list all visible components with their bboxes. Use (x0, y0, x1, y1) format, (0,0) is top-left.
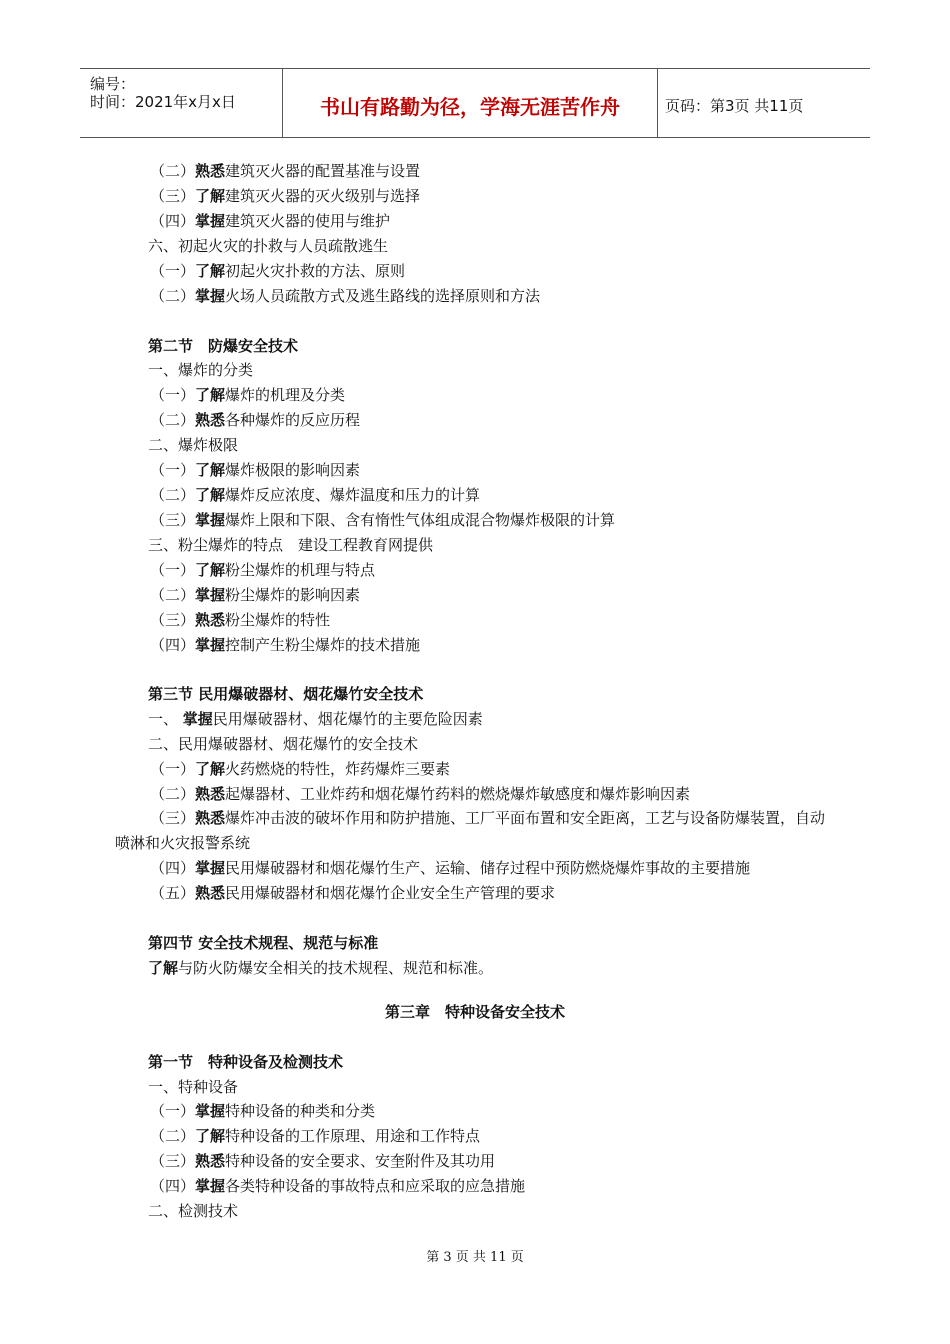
section-item (150, 485, 480, 505)
item-text: 控制产生粉尘爆炸的技术措施 (225, 636, 421, 654)
item-level: 熟悉 (195, 1152, 226, 1170)
item-text: 初起火灾扑救的方法、原则 (225, 262, 406, 280)
item-prefix: （一） (150, 561, 196, 579)
section-subheading: 一、爆炸的分类 (148, 361, 254, 379)
section-heading: 第三节 民用爆破器材、烟花爆竹安全技术 (148, 685, 424, 703)
item-level: 掌握 (195, 1102, 226, 1120)
item-prefix: 一、 (148, 710, 183, 728)
section-heading: 第二节 防爆安全技术 (148, 337, 299, 355)
item-prefix: （一） (150, 386, 196, 404)
item-text: 粉尘爆炸的影响因素 (225, 586, 361, 604)
page-header (80, 68, 870, 138)
chapter-title: 第三章 特种设备安全技术 (384, 1003, 565, 1021)
page-footer: 第 3 页 共 11 页 (426, 1250, 524, 1265)
item-prefix: （二） (150, 1127, 196, 1145)
section-item (150, 635, 420, 655)
section-subheading: 一、特种设备 (148, 1078, 239, 1096)
item-text: 建筑灭火器的使用与维护 (225, 212, 391, 230)
item-level: 掌握 (195, 1177, 226, 1195)
item-prefix: （二） (150, 785, 196, 803)
item-level: 了解 (195, 386, 226, 404)
section-item (150, 1176, 525, 1196)
item-level: 了解 (195, 760, 226, 778)
item-text: 与防火防爆安全相关的技术规程、规范和标准。 (178, 959, 494, 977)
item-prefix: （二） (150, 411, 196, 429)
item-level: 了解 (195, 187, 226, 205)
item-prefix: （一） (150, 461, 196, 479)
section-item (150, 610, 330, 630)
item-prefix: （一） (150, 1102, 196, 1120)
section-item (150, 161, 420, 181)
section-item (150, 883, 555, 903)
item-prefix: （三） (150, 611, 196, 629)
item-text: 爆炸冲击波的破坏作用和防护措施、工厂平面布置和安全距离，工艺与设备防爆装置，自动喷淋和火灾报警系统 (115, 809, 826, 852)
section-item (150, 385, 345, 405)
section-item (150, 261, 405, 281)
item-level: 掌握 (195, 212, 226, 230)
header-page-label: 页码：第3页 共11页 (665, 97, 804, 115)
item-prefix: （二） (150, 586, 196, 604)
section-item (150, 560, 375, 580)
header-motto: 书山有路勤为径，学海无涯苦作舟 (320, 95, 620, 119)
item-prefix: （一） (150, 760, 196, 778)
item-text: 特种设备的安全要求、安奎附件及其功用 (225, 1152, 496, 1170)
item-text: 爆炸上限和下限、含有惰性气体组成混合物爆炸极限的计算 (225, 511, 616, 529)
item-prefix: （五） (150, 884, 196, 902)
item-text: 起爆器材、工业炸药和烟花爆竹药料的燃烧爆炸敏感度和爆炸影响因素 (225, 785, 691, 803)
header-meta-cell (80, 69, 282, 137)
item-level: 掌握 (195, 586, 226, 604)
item-prefix: （四） (150, 636, 196, 654)
item-text: 民用爆破器材、烟花爆竹的主要危险因素 (212, 710, 483, 728)
section-item (150, 410, 360, 430)
item-text: 民用爆破器材和烟花爆竹生产、运输、储存过程中预防燃烧爆炸事故的主要措施 (225, 859, 751, 877)
item-text: 火药燃烧的特性，炸药爆炸三要素 (225, 760, 451, 778)
item-text: 爆炸极限的影响因素 (225, 461, 361, 479)
section-subheading: 二、爆炸极限 (148, 436, 239, 454)
item-level: 了解 (195, 1127, 226, 1145)
section-item (150, 858, 750, 878)
section-item (150, 1101, 375, 1121)
doc-date-label: 时间：2021年x月x日 (90, 93, 236, 111)
doc-number-label: 编号： (90, 75, 136, 93)
item-level: 掌握 (195, 636, 226, 654)
section-item (150, 186, 420, 206)
item-text: 爆炸的机理及分类 (225, 386, 346, 404)
item-text: 特种设备的种类和分类 (225, 1102, 376, 1120)
section-item (150, 759, 450, 779)
item-prefix: （二） (150, 287, 196, 305)
item-text: 粉尘爆炸的特性 (225, 611, 331, 629)
section-item (150, 1151, 495, 1171)
item-text: 爆炸反应浓度、爆炸温度和压力的计算 (225, 486, 481, 504)
item-prefix: （三） (150, 511, 196, 529)
item-level: 了解 (148, 959, 179, 977)
section-subheading: 六、初起火灾的扑救与人员疏散逃生 (148, 237, 389, 255)
item-level: 掌握 (182, 710, 213, 728)
item-level: 掌握 (195, 859, 226, 877)
item-text: 各类特种设备的事故特点和应采取的应急措施 (225, 1177, 526, 1195)
item-text: 火场人员疏散方式及逃生路线的选择原则和方法 (225, 287, 541, 305)
section-item (150, 1126, 480, 1146)
section-heading: 第一节 特种设备及检测技术 (148, 1053, 344, 1071)
section-item (115, 806, 827, 856)
item-prefix: （二） (150, 162, 196, 180)
item-text: 各种爆炸的反应历程 (225, 411, 361, 429)
item-prefix: （四） (150, 212, 196, 230)
item-prefix: （四） (150, 1177, 196, 1195)
item-level: 了解 (195, 561, 226, 579)
item-prefix: （二） (150, 486, 196, 504)
item-text: 建筑灭火器的配置基准与设置 (225, 162, 421, 180)
section-item (148, 709, 483, 729)
item-prefix: （四） (150, 859, 196, 877)
item-text: 建筑灭火器的灭火级别与选择 (225, 187, 421, 205)
item-level: 熟悉 (195, 162, 226, 180)
section-subheading: 三、粉尘爆炸的特点 建设工程教育网提供 (148, 536, 434, 554)
section-heading: 第四节 安全技术规程、规范与标准 (148, 934, 379, 952)
section-item (150, 286, 540, 306)
section-subheading: 二、民用爆破器材、烟花爆竹的安全技术 (148, 735, 419, 753)
item-level: 熟悉 (195, 411, 226, 429)
item-prefix: （三） (150, 809, 196, 827)
item-level: 了解 (195, 262, 226, 280)
item-level: 熟悉 (195, 785, 226, 803)
item-level: 了解 (195, 486, 226, 504)
section-subheading: 二、检测技术 (148, 1202, 239, 1220)
item-level: 掌握 (195, 511, 226, 529)
header-motto-cell (282, 69, 658, 137)
header-page-cell (657, 69, 870, 137)
item-prefix: （三） (150, 1152, 196, 1170)
item-text: 民用爆破器材和烟花爆竹企业安全生产管理的要求 (225, 884, 556, 902)
item-prefix: （一） (150, 262, 196, 280)
item-prefix: （三） (150, 187, 196, 205)
section-item (150, 585, 360, 605)
item-level: 熟悉 (195, 884, 226, 902)
section-item (148, 958, 493, 978)
item-text: 特种设备的工作原理、用途和工作特点 (225, 1127, 481, 1145)
item-level: 掌握 (195, 287, 226, 305)
item-level: 了解 (195, 461, 226, 479)
item-level: 熟悉 (195, 809, 226, 827)
section-item (150, 211, 390, 231)
item-level: 熟悉 (195, 611, 226, 629)
section-item (150, 510, 615, 530)
section-item (150, 784, 690, 804)
section-item (150, 460, 360, 480)
item-text: 粉尘爆炸的机理与特点 (225, 561, 376, 579)
